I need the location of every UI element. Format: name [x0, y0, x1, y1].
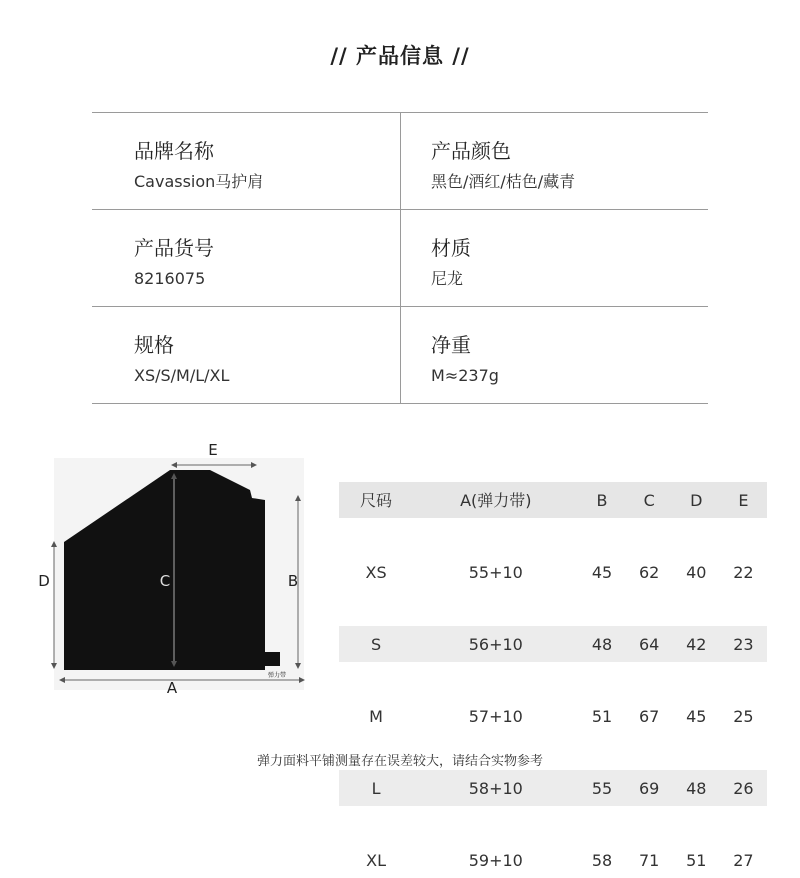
color-label: 产品颜色	[431, 139, 511, 163]
cell-a: 59+10	[468, 850, 523, 870]
product-diagram	[40, 430, 320, 700]
size-table	[339, 482, 767, 878]
cell-c: 64	[626, 626, 673, 662]
dimension-d-label: D	[38, 572, 50, 590]
brand-value: Cavassion马护肩	[134, 172, 264, 191]
header-b: B	[578, 482, 625, 518]
header-d: D	[673, 482, 720, 518]
table-row	[339, 842, 767, 878]
cell-e: 25	[733, 706, 754, 726]
dimension-c-label: C	[159, 572, 171, 590]
cell-e: 23	[720, 626, 767, 662]
header-e: E	[720, 482, 767, 518]
dimension-e-label: E	[208, 441, 218, 459]
item-number-label: 产品货号	[134, 236, 214, 260]
cell-b: 51	[591, 706, 613, 726]
measurement-note: 弹力面料平铺测量存在误差较大，请结合实物参考	[256, 754, 543, 769]
cell-size: XS	[365, 562, 387, 582]
cell-a: 55+10	[468, 562, 523, 582]
cell-b: 55	[578, 770, 625, 806]
cell-a: 56+10	[413, 626, 578, 662]
dimension-b-label: B	[287, 572, 299, 590]
info-row	[92, 209, 708, 306]
brand-label: 品牌名称	[134, 139, 214, 163]
cell-d: 40	[686, 562, 707, 582]
table-row	[339, 770, 767, 806]
dimension-a-label: A	[166, 679, 178, 697]
cell-b: 48	[578, 626, 625, 662]
item-number-cell	[92, 210, 400, 306]
table-row	[339, 626, 767, 662]
strap-label: 弹力带	[268, 672, 287, 679]
cell-c: 62	[638, 562, 660, 582]
cell-c: 71	[638, 850, 660, 870]
info-row	[92, 112, 708, 209]
cell-b: 45	[591, 562, 613, 582]
header-size: 尺码	[339, 482, 413, 518]
cell-e: 22	[733, 562, 754, 582]
cell-d: 48	[673, 770, 720, 806]
page-title: // 产品信息 //	[330, 44, 470, 68]
weight-value: M≈237g	[431, 366, 499, 385]
material-cell	[400, 210, 708, 306]
weight-label: 净重	[431, 333, 471, 357]
item-number-value: 8216075	[134, 269, 206, 288]
spec-value: XS/S/M/L/XL	[134, 366, 230, 385]
cell-size: S	[339, 626, 413, 662]
cell-c: 69	[626, 770, 673, 806]
product-info-grid	[92, 112, 708, 404]
table-row	[339, 698, 767, 734]
size-table-header-row	[339, 482, 767, 518]
cell-size: XL	[366, 850, 386, 870]
material-value: 尼龙	[431, 269, 464, 288]
table-row	[339, 554, 767, 590]
cell-size: M	[369, 706, 383, 726]
cell-c: 67	[638, 706, 660, 726]
cell-d: 45	[686, 706, 707, 726]
cell-e: 26	[720, 770, 767, 806]
weight-cell	[400, 307, 708, 403]
cell-a: 58+10	[413, 770, 578, 806]
cell-a: 57+10	[468, 706, 523, 726]
spec-label: 规格	[134, 333, 174, 357]
material-label: 材质	[431, 236, 471, 260]
cell-e: 27	[733, 850, 754, 870]
cell-size: L	[339, 770, 413, 806]
spec-cell	[92, 307, 400, 403]
color-value: 黑色/酒红/桔色/藏青	[431, 172, 576, 191]
brand-cell	[92, 113, 400, 209]
header-a: A(弹力带)	[413, 482, 578, 518]
cell-d: 42	[673, 626, 720, 662]
cell-b: 58	[591, 850, 613, 870]
color-cell	[400, 113, 708, 209]
info-row	[92, 306, 708, 404]
header-c: C	[626, 482, 673, 518]
cell-d: 51	[686, 850, 707, 870]
